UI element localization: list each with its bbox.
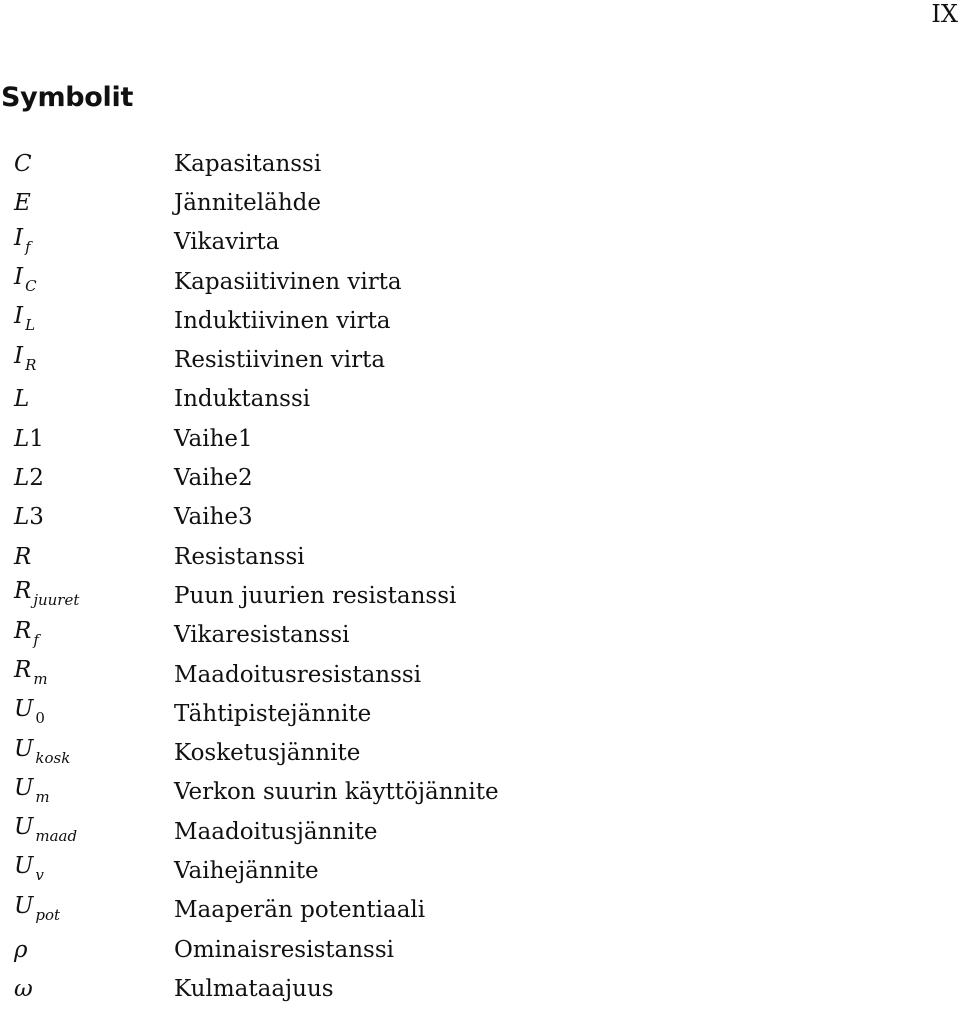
symbol-base: L <box>14 425 30 452</box>
symbol-description: Tähtipistejännite <box>174 700 372 727</box>
symbol-base: L <box>14 386 30 413</box>
symbol-row <box>0 851 499 890</box>
section-heading: Symbolit <box>1 82 134 113</box>
symbol <box>0 424 160 454</box>
symbol-subscript: f <box>25 237 31 256</box>
symbol <box>0 655 160 694</box>
symbol-subscript: m <box>33 670 48 688</box>
symbol-subscript: f <box>33 630 39 649</box>
symbol-description: Maaperän potentiaali <box>174 897 426 924</box>
symbol-number: 1 <box>29 425 44 452</box>
symbol-base: R <box>14 617 32 644</box>
symbol-base: U <box>14 696 34 723</box>
symbol-row <box>0 537 499 576</box>
symbol <box>0 734 160 773</box>
symbol-row <box>0 616 499 655</box>
symbol-description: Jännitelähde <box>174 189 321 216</box>
symbol-description: Vaihejännite <box>174 857 319 884</box>
symbol-base: R <box>14 657 32 683</box>
symbol-base: U <box>14 735 34 762</box>
symbol-description: Vaihe1 <box>174 425 253 452</box>
symbol-subscript: juuret <box>33 591 80 610</box>
symbol-base: E <box>14 189 31 216</box>
symbol <box>0 542 160 572</box>
symbol <box>0 502 160 532</box>
symbol-description: Induktanssi <box>174 386 311 413</box>
symbol-base: L <box>14 504 30 531</box>
symbol-base: ω <box>14 975 33 1002</box>
symbol-description: Kulmataajuus <box>174 975 334 1002</box>
symbol <box>0 188 160 218</box>
symbol-subscript: m <box>35 787 50 806</box>
symbol-description: Vaihe2 <box>174 465 253 492</box>
symbol-row <box>0 891 499 930</box>
symbol-description: Maadoitusresistanssi <box>174 661 422 688</box>
symbol-row <box>0 144 499 183</box>
symbol-description: Resistanssi <box>174 543 305 570</box>
symbol-base: R <box>14 578 32 605</box>
symbol-base: I <box>14 303 24 330</box>
symbol-description: Vaihe3 <box>174 504 253 531</box>
symbol-list <box>0 144 499 1009</box>
symbol-base: C <box>14 150 32 177</box>
symbol-subscript: 0 <box>35 709 45 728</box>
symbol-row <box>0 301 499 340</box>
symbol <box>0 463 160 493</box>
symbol-description: Vikaresistanssi <box>174 622 350 649</box>
symbol-row <box>0 419 499 458</box>
symbol <box>0 891 160 930</box>
symbol-base: U <box>14 892 34 919</box>
symbol-row <box>0 223 499 262</box>
symbol-base: I <box>14 342 24 369</box>
symbol-row <box>0 930 499 969</box>
symbol <box>0 262 160 301</box>
symbol-subscript: maad <box>35 827 78 846</box>
symbol-row <box>0 498 499 537</box>
symbol-row <box>0 183 499 222</box>
symbol-subscript: pot <box>35 905 61 924</box>
symbol-base: R <box>14 543 32 570</box>
symbol-subscript: v <box>35 866 44 885</box>
symbol-description: Resistiivinen virta <box>174 347 386 374</box>
symbol-description: Kosketusjännite <box>174 740 361 767</box>
symbol-subscript: kosk <box>35 748 71 767</box>
symbol <box>0 935 160 965</box>
symbol-subscript: R <box>25 355 37 374</box>
symbol-base: I <box>14 264 24 291</box>
symbol-description: Maadoitusjännite <box>174 818 378 845</box>
symbol-subscript: L <box>25 316 36 335</box>
symbol-base: U <box>14 814 34 841</box>
symbol <box>0 851 160 890</box>
symbol-row <box>0 694 499 733</box>
symbol-row <box>0 458 499 497</box>
symbol-row <box>0 262 499 301</box>
symbol-row <box>0 576 499 615</box>
page-number: IX <box>931 0 958 28</box>
symbol <box>0 974 160 1004</box>
symbol-row <box>0 773 499 812</box>
symbol <box>0 384 160 414</box>
symbol-base: U <box>14 774 34 801</box>
symbol-description: Ominaisresistanssi <box>174 936 395 963</box>
symbol-base: ρ <box>14 936 28 963</box>
symbol-description: Kapasiitivinen virta <box>174 268 402 295</box>
symbol-base: U <box>14 853 34 880</box>
symbol-row <box>0 812 499 851</box>
symbol-description: Kapasitanssi <box>174 150 322 177</box>
symbol-description: Verkon suurin käyttöjännite <box>174 779 499 806</box>
symbol-description: Puun juurien resistanssi <box>174 582 457 609</box>
symbol <box>0 341 160 380</box>
symbol-base: L <box>14 465 30 492</box>
symbol-description: Vikavirta <box>174 229 280 256</box>
symbol <box>0 301 160 340</box>
symbol-number: 3 <box>29 504 44 531</box>
symbol <box>0 616 160 655</box>
symbol-row <box>0 655 499 694</box>
symbol-number: 2 <box>29 465 44 492</box>
symbol <box>0 812 160 851</box>
symbol <box>0 149 160 179</box>
symbol <box>0 773 160 812</box>
symbol-description: Induktiivinen virta <box>174 307 391 334</box>
symbol-base: I <box>14 224 24 251</box>
symbol <box>0 694 160 733</box>
symbol-row <box>0 340 499 379</box>
symbol-row <box>0 733 499 772</box>
symbol <box>0 576 160 615</box>
symbol-subscript: C <box>25 277 37 296</box>
symbol-row <box>0 380 499 419</box>
symbol <box>0 223 160 262</box>
